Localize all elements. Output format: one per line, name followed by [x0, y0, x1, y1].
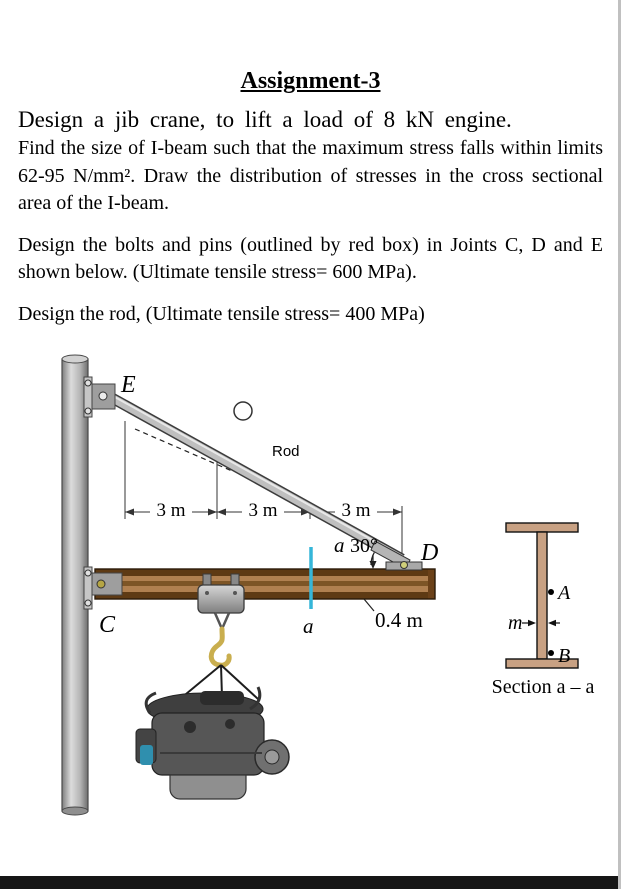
- point-b-label: B: [558, 644, 571, 667]
- dim-3m-3: 3 m: [341, 499, 371, 521]
- section-cut-bottom-label: a: [303, 613, 314, 638]
- dim-3m-2: 3 m: [248, 499, 278, 521]
- rod-circle-marker: [234, 402, 252, 420]
- dim-3m-1: 3 m: [156, 499, 186, 521]
- engine-oil-pan: [170, 775, 246, 799]
- joint-e-label: E: [121, 371, 136, 398]
- point-b-dot: [548, 650, 554, 656]
- section-cut-top-label: a: [334, 532, 345, 557]
- angle-30-label: 30°: [350, 534, 378, 557]
- paragraph-ibeam: Find the size of I-beam such that the maximum stress falls within limits 62-95 N/mm². Draw the distribution of stresses in the cross sectional area of the I-beam.: [18, 137, 603, 215]
- jib-crane-figure: [0, 341, 621, 866]
- angle-leader-arrow: [370, 561, 377, 569]
- text-block: [0, 0, 621, 329]
- section-web: [537, 532, 547, 659]
- m-label: m: [508, 611, 523, 634]
- joint-e-bracket: [84, 377, 115, 417]
- tie-rod: [103, 391, 402, 559]
- beam-depth-label: 0.4 m: [375, 607, 423, 632]
- page-title: Assignment-3: [240, 68, 381, 94]
- engine-teal-part: [140, 745, 153, 765]
- joint-c-label: C: [99, 611, 116, 638]
- beam-depth-leader: [364, 599, 374, 611]
- section-caption: Section a – a: [491, 675, 595, 698]
- bottom-bar: [0, 876, 621, 889]
- point-a-dot: [548, 589, 554, 595]
- rod-label: Rod: [272, 442, 300, 460]
- joint-c-bracket: [84, 567, 122, 609]
- lead-sentence: Design a jib crane, to lift a load of 8 kN engine.: [18, 107, 512, 132]
- joint-d-label: D: [421, 539, 439, 566]
- paragraph-rod: Design the rod, (Ultimate tensile stress= 400 MPa): [18, 302, 425, 325]
- section-top-flange: [506, 523, 578, 532]
- engine-illustration: [136, 687, 289, 799]
- crane-hook: [211, 629, 229, 665]
- horizontal-i-beam: [95, 569, 435, 599]
- point-a-label: A: [558, 581, 571, 604]
- paragraph-bolts-pins: Design the bolts and pins (outlined by red box) in Joints C, D and E shown below. (Ultimate tensile stress= 600 MPa).: [18, 233, 603, 284]
- section-view: [492, 523, 595, 698]
- joint-d-bracket: [371, 541, 422, 570]
